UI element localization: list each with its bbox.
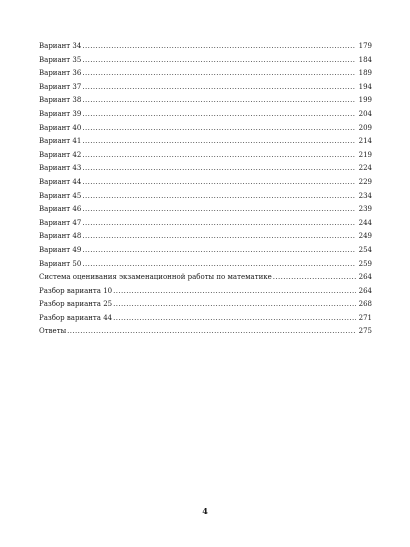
toc-entry-title: Разбор варианта 10 [39,286,113,295]
toc-entry-title: Вариант 41 [39,137,82,146]
toc-entry-page-number: 249 [358,232,372,241]
toc-entry-title: Вариант 45 [39,191,82,200]
toc-entry-page-number: 214 [358,137,372,146]
toc-entry-page-number: 264 [358,286,372,295]
dot-leader [82,176,356,190]
toc-entry [39,54,372,68]
toc-entry [39,285,372,299]
toc-entry [39,149,372,163]
dot-leader [82,135,356,149]
dot-leader [82,67,356,81]
toc-entry-page-number: 204 [358,109,372,118]
dot-leader [82,203,356,217]
toc-entry-page-number: 239 [358,205,372,214]
toc-entry-page-number: 234 [358,191,372,200]
toc-entry-title: Вариант 44 [39,177,82,186]
toc-entry [39,135,372,149]
toc-entry-page-number: 244 [358,218,372,227]
toc-entry-title: Вариант 36 [39,69,82,78]
toc-entry-title: Разбор варианта 25 [39,300,113,309]
toc-entry-title: Вариант 46 [39,205,82,214]
toc-entry [39,67,372,81]
dot-leader [82,122,356,136]
toc-entry-title: Система оценивания экзаменационной работы по математике [39,273,272,282]
toc-entry-title: Вариант 49 [39,245,82,254]
dot-leader [82,162,356,176]
toc-entry-title: Вариант 40 [39,123,82,132]
toc-entry-title: Вариант 43 [39,164,82,173]
toc-entry-page-number: 194 [358,82,372,91]
toc-entry-page-number: 264 [358,273,372,282]
toc-entry-page-number: 275 [358,327,372,336]
toc-entry [39,271,372,285]
toc-entry [39,108,372,122]
toc-entry [39,203,372,217]
toc-entry-page-number: 184 [358,55,372,64]
toc-entry [39,230,372,244]
toc-entry-page-number: 209 [358,123,372,132]
toc-entry-page-number: 189 [358,69,372,78]
toc-entry-title: Вариант 34 [39,42,82,50]
toc-entry [39,325,372,339]
dot-leader [82,40,356,54]
dot-leader [82,108,356,122]
toc-entry [39,94,372,108]
table-of-contents [39,40,372,339]
toc-entry [39,162,372,176]
dot-leader [113,298,356,312]
toc-entry-page-number: 199 [358,96,372,105]
dot-leader [82,217,356,231]
toc-entry-title: Вариант 37 [39,82,82,91]
toc-entry-page-number: 229 [358,177,372,186]
dot-leader [113,285,356,299]
toc-entry-page-number: 254 [358,245,372,254]
toc-entry-title: Ответы [39,327,67,336]
toc-entry-title: Вариант 42 [39,150,82,159]
toc-entry-title: Вариант 35 [39,55,82,64]
dot-leader [273,271,356,285]
dot-leader [82,54,356,68]
toc-entry-page-number: 179 [358,42,372,50]
toc-entry-page-number: 259 [358,259,372,268]
dot-leader [113,312,356,326]
toc-entry-title: Вариант 47 [39,218,82,227]
page-number: 4 [202,506,208,516]
dot-leader [82,244,356,258]
toc-entry-page-number: 268 [358,300,372,309]
toc-entry [39,217,372,231]
dot-leader [82,230,356,244]
dot-leader [82,149,356,163]
toc-entry [39,190,372,204]
dot-leader [82,94,356,108]
dot-leader [82,190,356,204]
toc-entry [39,258,372,272]
toc-entry [39,81,372,95]
toc-entry-title: Вариант 39 [39,109,82,118]
toc-entry-title: Вариант 38 [39,96,82,105]
toc-entry-page-number: 224 [358,164,372,173]
toc-entry [39,122,372,136]
toc-entry-page-number: 219 [358,150,372,159]
toc-entry [39,312,372,326]
toc-entry-title: Вариант 48 [39,232,82,241]
dot-leader [82,81,356,95]
toc-entry [39,40,372,54]
toc-entry-title: Вариант 50 [39,259,82,268]
toc-entry [39,298,372,312]
dot-leader [82,258,356,272]
toc-entry-page-number: 271 [358,313,372,322]
toc-entry-title: Разбор варианта 44 [39,313,113,322]
toc-entry [39,176,372,190]
toc-entry [39,244,372,258]
dot-leader [67,325,356,339]
